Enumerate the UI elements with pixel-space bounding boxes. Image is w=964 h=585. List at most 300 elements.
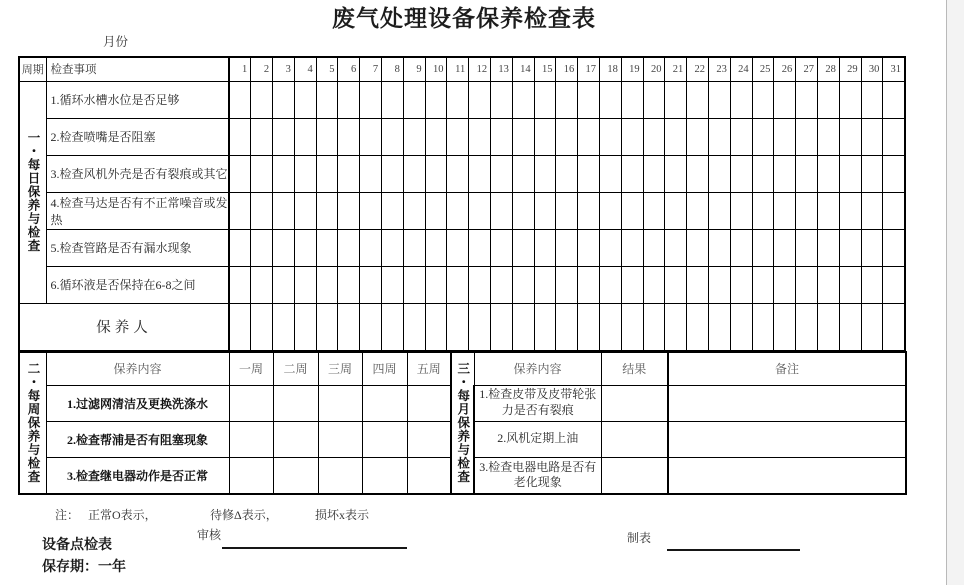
day-cell <box>534 266 556 303</box>
day-cell <box>229 155 251 192</box>
day-cell <box>709 155 731 192</box>
day-header-cell: 20 <box>643 57 665 81</box>
maintainer-day-cell <box>360 303 382 351</box>
weekly-item-text: 2.检查帮浦是否有阻塞现象 <box>46 421 229 457</box>
maintainer-day-cell <box>251 303 273 351</box>
day-header-cell: 16 <box>556 57 578 81</box>
week-cell <box>407 385 451 421</box>
day-cell <box>578 118 600 155</box>
maintainer-day-cell <box>752 303 774 351</box>
day-cell <box>512 81 534 118</box>
day-cell <box>469 266 491 303</box>
day-cell <box>273 81 295 118</box>
day-cell <box>709 81 731 118</box>
daily-item-row <box>19 155 905 192</box>
day-cell <box>796 118 818 155</box>
week-cell <box>273 421 318 457</box>
maintainer-day-cell <box>338 303 360 351</box>
day-header-cell: 14 <box>512 57 534 81</box>
day-header-cell: 24 <box>730 57 752 81</box>
day-cell <box>883 229 905 266</box>
day-cell <box>425 81 447 118</box>
day-cell <box>600 81 622 118</box>
day-cell <box>229 192 251 229</box>
day-cell <box>665 155 687 192</box>
note-normal: 正常O表示， <box>88 508 157 522</box>
week-header-cell: 三周 <box>318 352 362 385</box>
day-cell <box>578 81 600 118</box>
day-cell <box>273 192 295 229</box>
day-cell <box>556 155 578 192</box>
maintainer-day-cell <box>469 303 491 351</box>
day-header-cell: 2 <box>251 57 273 81</box>
daily-item-text: 2.检查喷嘴是否阻塞 <box>46 118 229 155</box>
day-cell <box>796 81 818 118</box>
day-header-cell: 21 <box>665 57 687 81</box>
monthly-item-text: 2.风机定期上油 <box>474 421 601 457</box>
monthly-section-label <box>451 352 474 494</box>
weekly-monthly-header-row <box>19 352 906 385</box>
daily-item-text: 5.检查管路是否有漏水现象 <box>46 229 229 266</box>
day-cell <box>818 192 840 229</box>
weekly-section-label-text: 二・每周保养与检查 <box>26 362 40 484</box>
day-header-cell: 1 <box>229 57 251 81</box>
day-cell <box>643 266 665 303</box>
maintainer-day-cell <box>709 303 731 351</box>
day-cell <box>687 266 709 303</box>
day-header-cell: 23 <box>709 57 731 81</box>
day-cell <box>665 229 687 266</box>
day-cell <box>316 118 338 155</box>
day-cell <box>294 192 316 229</box>
day-cell <box>273 155 295 192</box>
day-cell <box>316 81 338 118</box>
audit-signature-line <box>222 547 407 549</box>
maintainer-day-cell <box>861 303 883 351</box>
day-cell <box>512 229 534 266</box>
day-cell <box>403 155 425 192</box>
daily-item-row <box>19 229 905 266</box>
day-cell <box>643 81 665 118</box>
day-cell <box>556 266 578 303</box>
day-header-cell: 22 <box>687 57 709 81</box>
day-cell <box>600 229 622 266</box>
day-cell <box>251 229 273 266</box>
day-cell <box>382 155 404 192</box>
maintainer-label: 保养人 <box>19 303 229 351</box>
day-cell <box>883 81 905 118</box>
week-cell <box>362 421 407 457</box>
day-cell <box>338 266 360 303</box>
day-cell <box>818 155 840 192</box>
day-cell <box>469 155 491 192</box>
day-cell <box>730 229 752 266</box>
day-cell <box>883 155 905 192</box>
week-cell <box>318 457 362 494</box>
day-header-cell: 6 <box>338 57 360 81</box>
day-header-cell: 27 <box>796 57 818 81</box>
week-cell <box>407 457 451 494</box>
form-name: 设备点检表 <box>42 538 112 553</box>
day-cell <box>425 229 447 266</box>
maintainer-day-cell <box>229 303 251 351</box>
day-cell <box>752 266 774 303</box>
day-cell <box>730 81 752 118</box>
day-cell <box>251 155 273 192</box>
maintainer-day-cell <box>578 303 600 351</box>
day-cell <box>861 266 883 303</box>
day-cell <box>665 266 687 303</box>
day-cell <box>861 192 883 229</box>
maintainer-row <box>19 303 905 351</box>
daily-section-label-text: 一・每日保养与检查 <box>26 131 40 253</box>
prepared-label: 制表 <box>627 531 652 545</box>
week-header-cell: 四周 <box>362 352 407 385</box>
day-cell <box>360 266 382 303</box>
day-cell <box>382 229 404 266</box>
day-cell <box>316 229 338 266</box>
week-cell <box>318 421 362 457</box>
day-cell <box>425 266 447 303</box>
daily-item-text: 1.循环水槽水位是否足够 <box>46 81 229 118</box>
day-cell <box>709 118 731 155</box>
day-cell <box>512 155 534 192</box>
day-cell <box>316 192 338 229</box>
day-cell <box>534 81 556 118</box>
result-cell <box>601 385 668 421</box>
maintainer-day-cell <box>491 303 513 351</box>
day-header-cell: 4 <box>294 57 316 81</box>
day-cell <box>273 229 295 266</box>
maintainer-day-cell <box>796 303 818 351</box>
maintainer-day-cell <box>621 303 643 351</box>
day-cell <box>403 81 425 118</box>
day-cell <box>665 81 687 118</box>
day-cell <box>447 192 469 229</box>
day-cell <box>447 118 469 155</box>
weekly-monthly-table <box>18 351 907 495</box>
day-cell <box>643 192 665 229</box>
day-cell <box>730 266 752 303</box>
day-cell <box>600 192 622 229</box>
day-cell <box>425 118 447 155</box>
week-cell <box>362 385 407 421</box>
day-header-cell: 19 <box>621 57 643 81</box>
day-cell <box>883 266 905 303</box>
day-cell <box>491 81 513 118</box>
day-cell <box>229 81 251 118</box>
remark-cell <box>668 385 906 421</box>
day-header-cell: 25 <box>752 57 774 81</box>
week-header-cell: 二周 <box>273 352 318 385</box>
day-cell <box>382 192 404 229</box>
day-header-cell: 10 <box>425 57 447 81</box>
day-cell <box>360 155 382 192</box>
day-cell <box>621 229 643 266</box>
day-cell <box>469 229 491 266</box>
day-cell <box>752 118 774 155</box>
week-cell <box>229 457 273 494</box>
day-cell <box>469 192 491 229</box>
day-cell <box>447 155 469 192</box>
day-cell <box>469 118 491 155</box>
day-cell <box>861 155 883 192</box>
daily-section-label <box>19 81 46 303</box>
maintainer-day-cell <box>600 303 622 351</box>
weekly-item-text: 3.检查继电器动作是否正常 <box>46 457 229 494</box>
maintainer-day-cell <box>273 303 295 351</box>
day-header-cell: 28 <box>818 57 840 81</box>
weekly-content-header: 保养内容 <box>46 352 229 385</box>
day-cell <box>294 81 316 118</box>
day-cell <box>621 266 643 303</box>
day-cell <box>251 81 273 118</box>
weekly-item-text: 1.过滤网清洁及更换洗涤水 <box>46 385 229 421</box>
day-cell <box>534 229 556 266</box>
maintainer-day-cell <box>665 303 687 351</box>
week-header-cell: 一周 <box>229 352 273 385</box>
daily-item-row <box>19 266 905 303</box>
remark-cell <box>668 457 906 494</box>
day-header-cell: 11 <box>447 57 469 81</box>
daily-item-text: 6.循环液是否保持在6-8之间 <box>46 266 229 303</box>
day-cell <box>796 155 818 192</box>
monthly-item-text: 3.检查电器电路是否有老化现象 <box>474 457 601 494</box>
day-cell <box>578 155 600 192</box>
day-cell <box>491 192 513 229</box>
maintainer-day-cell <box>883 303 905 351</box>
day-cell <box>687 229 709 266</box>
day-header-cell: 15 <box>534 57 556 81</box>
day-cell <box>251 266 273 303</box>
day-cell <box>294 229 316 266</box>
day-cell <box>883 118 905 155</box>
day-cell <box>818 266 840 303</box>
day-cell <box>774 155 796 192</box>
day-cell <box>556 192 578 229</box>
result-cell <box>601 421 668 457</box>
weekly-section-label <box>19 352 46 494</box>
maintainer-day-cell <box>818 303 840 351</box>
daily-item-text: 3.检查风机外壳是否有裂痕或其它 <box>46 155 229 192</box>
day-cell <box>796 266 818 303</box>
day-cell <box>839 266 861 303</box>
day-cell <box>447 81 469 118</box>
day-cell <box>730 118 752 155</box>
day-cell <box>534 118 556 155</box>
day-cell <box>556 229 578 266</box>
maintainer-day-cell <box>534 303 556 351</box>
day-cell <box>534 155 556 192</box>
day-cell <box>600 266 622 303</box>
maintainer-day-cell <box>512 303 534 351</box>
day-cell <box>512 118 534 155</box>
day-cell <box>621 192 643 229</box>
day-cell <box>687 192 709 229</box>
day-cell <box>229 229 251 266</box>
week-cell <box>273 385 318 421</box>
day-cell <box>861 81 883 118</box>
day-cell <box>382 81 404 118</box>
week-cell <box>407 421 451 457</box>
day-cell <box>294 266 316 303</box>
day-cell <box>273 118 295 155</box>
day-cell <box>512 266 534 303</box>
day-cell <box>752 155 774 192</box>
day-cell <box>709 266 731 303</box>
day-cell <box>338 229 360 266</box>
daily-item-row <box>19 118 905 155</box>
remark-header: 备注 <box>668 352 906 385</box>
week-header-cell: 五周 <box>407 352 451 385</box>
day-cell <box>796 229 818 266</box>
day-cell <box>273 266 295 303</box>
week-cell <box>362 457 407 494</box>
day-header-cell: 30 <box>861 57 883 81</box>
maintainer-day-cell <box>447 303 469 351</box>
day-cell <box>796 192 818 229</box>
day-cell <box>251 118 273 155</box>
day-cell <box>556 118 578 155</box>
day-cell <box>251 192 273 229</box>
maintainer-day-cell <box>730 303 752 351</box>
day-header-cell: 9 <box>403 57 425 81</box>
day-cell <box>338 118 360 155</box>
day-cell <box>818 229 840 266</box>
day-cell <box>491 118 513 155</box>
day-cell <box>382 266 404 303</box>
day-cell <box>425 155 447 192</box>
day-cell <box>360 118 382 155</box>
retention-period: 保存期：一年 <box>42 560 126 575</box>
day-cell <box>774 192 796 229</box>
day-cell <box>338 192 360 229</box>
day-cell <box>839 229 861 266</box>
maintainer-day-cell <box>774 303 796 351</box>
day-cell <box>360 81 382 118</box>
day-cell <box>382 118 404 155</box>
note-repair: 待修Δ表示， <box>210 508 278 522</box>
maintainer-day-cell <box>425 303 447 351</box>
note-damage: 损坏x表示 <box>315 508 370 522</box>
day-cell <box>316 155 338 192</box>
day-cell <box>621 81 643 118</box>
day-cell <box>621 118 643 155</box>
day-cell <box>534 192 556 229</box>
day-cell <box>600 118 622 155</box>
maintainer-day-cell <box>294 303 316 351</box>
maintainer-day-cell <box>643 303 665 351</box>
day-cell <box>403 192 425 229</box>
day-cell <box>229 266 251 303</box>
maintainer-day-cell <box>403 303 425 351</box>
day-cell <box>294 118 316 155</box>
day-cell <box>229 118 251 155</box>
day-cell <box>730 155 752 192</box>
day-cell <box>403 266 425 303</box>
week-cell <box>229 385 273 421</box>
day-cell <box>491 229 513 266</box>
day-cell <box>316 266 338 303</box>
day-cell <box>491 155 513 192</box>
day-cell <box>403 229 425 266</box>
day-cell <box>861 118 883 155</box>
day-header-cell: 29 <box>839 57 861 81</box>
day-cell <box>491 266 513 303</box>
day-cell <box>687 155 709 192</box>
day-header-cell: 7 <box>360 57 382 81</box>
day-header-cell: 31 <box>883 57 905 81</box>
day-cell <box>818 118 840 155</box>
daily-item-row <box>19 192 905 229</box>
day-cell <box>774 229 796 266</box>
day-cell <box>665 192 687 229</box>
day-cell <box>403 118 425 155</box>
day-cell <box>643 155 665 192</box>
page-title: 废气处理设备保养检查表 <box>332 6 596 31</box>
audit-label: 审核 <box>197 528 222 542</box>
day-header-cell: 5 <box>316 57 338 81</box>
result-cell <box>601 457 668 494</box>
monthly-section-label-text: 三・每月保养与检查 <box>455 362 470 484</box>
day-header-cell: 3 <box>273 57 295 81</box>
day-cell <box>447 266 469 303</box>
day-cell <box>360 192 382 229</box>
maintainer-day-cell <box>382 303 404 351</box>
day-cell <box>578 229 600 266</box>
week-cell <box>318 385 362 421</box>
daily-item-row <box>19 81 905 118</box>
day-cell <box>752 81 774 118</box>
day-cell <box>730 192 752 229</box>
day-cell <box>774 81 796 118</box>
day-header-cell: 17 <box>578 57 600 81</box>
day-cell <box>774 118 796 155</box>
maintainer-day-cell <box>556 303 578 351</box>
day-cell <box>665 118 687 155</box>
day-cell <box>425 192 447 229</box>
monthly-item-text: 1.检查皮带及皮带轮张力是否有裂痕 <box>474 385 601 421</box>
maintainer-day-cell <box>687 303 709 351</box>
day-cell <box>643 229 665 266</box>
cycle-header: 周期 <box>19 57 46 81</box>
day-cell <box>600 155 622 192</box>
maintainer-day-cell <box>839 303 861 351</box>
day-cell <box>709 229 731 266</box>
day-cell <box>338 155 360 192</box>
day-header-cell: 8 <box>382 57 404 81</box>
day-cell <box>338 81 360 118</box>
day-cell <box>839 81 861 118</box>
result-header: 结果 <box>601 352 668 385</box>
day-header-cell: 26 <box>774 57 796 81</box>
daily-check-table <box>18 56 906 352</box>
day-cell <box>752 192 774 229</box>
day-cell <box>643 118 665 155</box>
day-cell <box>294 155 316 192</box>
day-header-cell: 13 <box>491 57 513 81</box>
day-cell <box>818 81 840 118</box>
prepared-signature-line <box>667 549 800 551</box>
day-cell <box>512 192 534 229</box>
day-cell <box>839 192 861 229</box>
day-header-cell: 18 <box>600 57 622 81</box>
day-header-cell: 12 <box>469 57 491 81</box>
day-cell <box>687 81 709 118</box>
maintainer-day-cell <box>316 303 338 351</box>
week-cell <box>229 421 273 457</box>
day-cell <box>709 192 731 229</box>
